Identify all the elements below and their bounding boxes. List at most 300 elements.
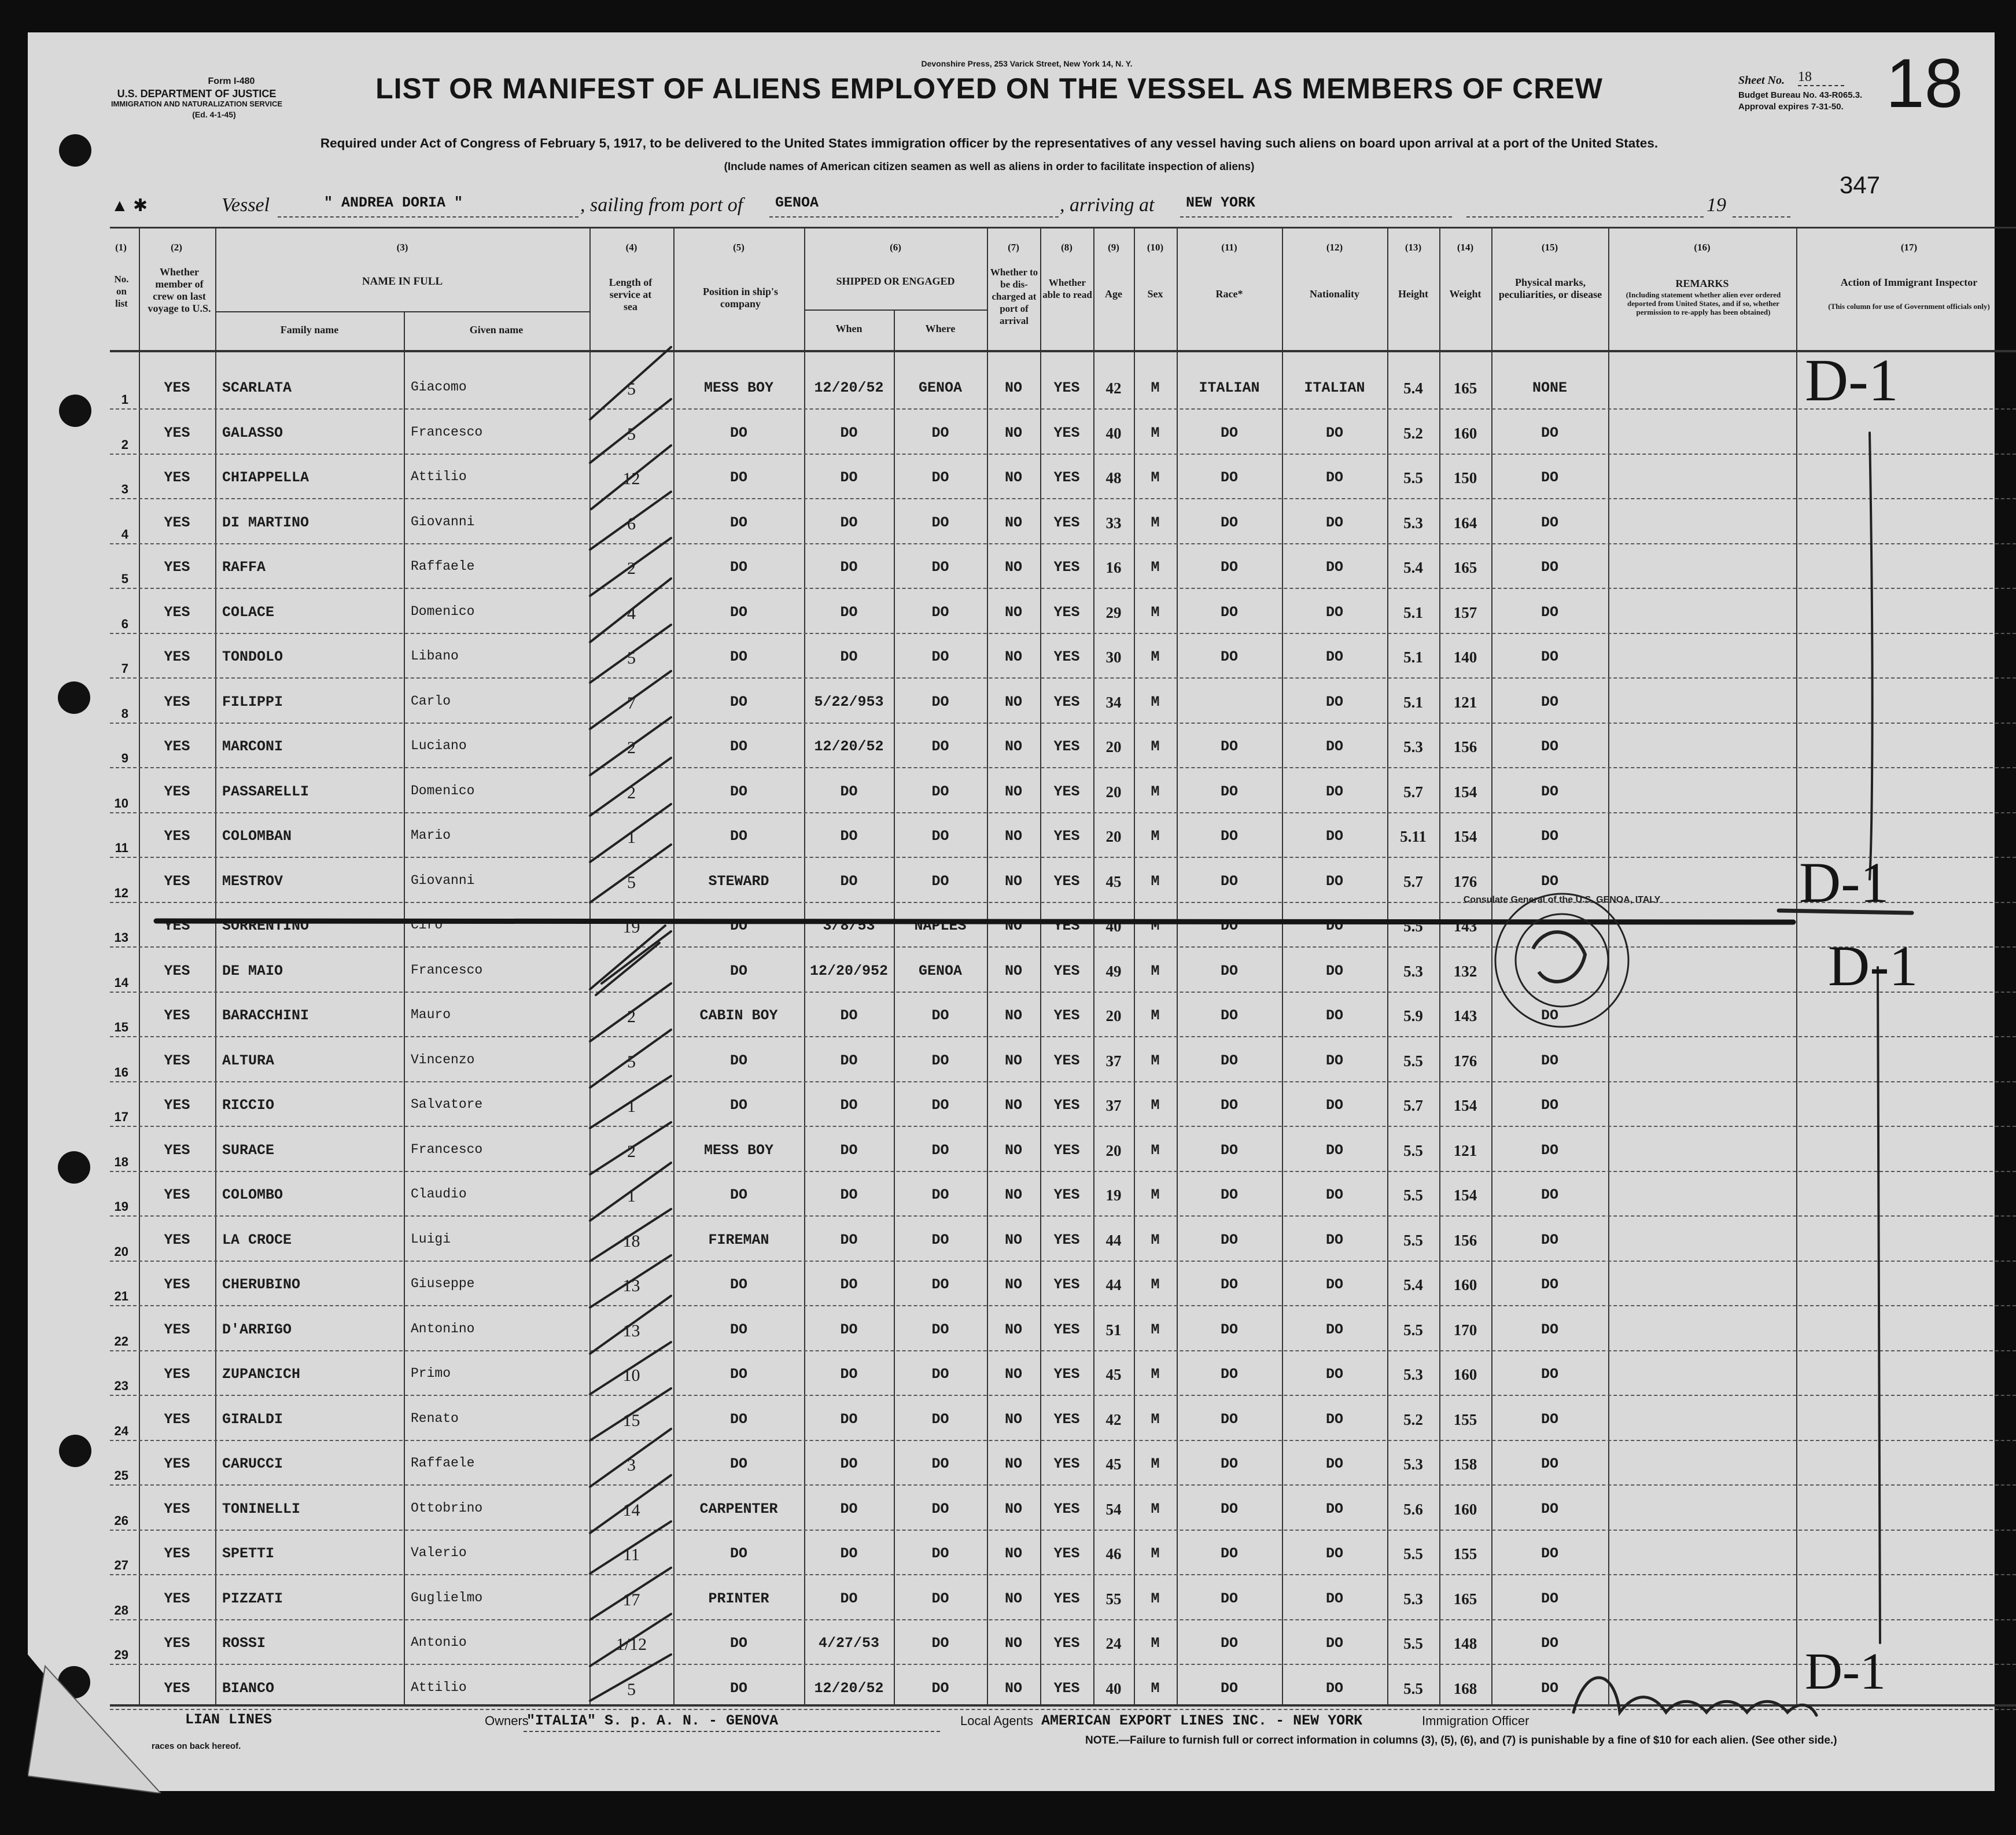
cell-sex: M xyxy=(1151,1052,1160,1069)
cell-discharged: NO xyxy=(1004,1321,1022,1338)
cell-position: DO xyxy=(729,425,747,441)
cell-where: DO xyxy=(931,1680,949,1697)
cell-race: DO xyxy=(1220,1232,1238,1248)
cell-nationality: DO xyxy=(1325,1366,1343,1383)
cell-service: 15 xyxy=(622,1411,640,1430)
cell-weight: 165 xyxy=(1453,379,1477,397)
cell-family: COLACE xyxy=(222,604,275,621)
year-label: 19 xyxy=(1707,194,1726,216)
cell-position: DO xyxy=(729,783,747,800)
col16-header: REMARKS xyxy=(1675,278,1729,289)
cell-where: DO xyxy=(931,1187,949,1203)
cell-age: 30 xyxy=(1105,648,1122,666)
cell-age: 20 xyxy=(1105,828,1122,845)
cell-service: 11 xyxy=(623,1545,640,1564)
row-number: 27 xyxy=(114,1558,128,1572)
owners: "ITALIA" S. p. A. N. - GENOVA xyxy=(526,1712,779,1729)
cell-family: CHERUBINO xyxy=(222,1276,301,1293)
cell-weight: 121 xyxy=(1453,694,1477,711)
cell-when: DO xyxy=(840,1456,858,1472)
cell-age: 33 xyxy=(1105,514,1122,532)
cell-family: MESTROV xyxy=(222,873,283,890)
col17-header: Action of Immigrant Inspector xyxy=(1840,277,1978,288)
row-number: 9 xyxy=(121,751,128,765)
cell-position: DO xyxy=(729,1545,747,1562)
cell-sex: M xyxy=(1151,1321,1160,1338)
cell-service: 2 xyxy=(627,738,636,757)
cell-family: PIZZATI xyxy=(222,1590,283,1607)
col17-number: (17) xyxy=(1900,242,1918,253)
cell-where: GENOA xyxy=(918,379,962,396)
cell-where: DO xyxy=(931,1276,949,1293)
cell-position: DO xyxy=(729,604,747,621)
given-name-header: Given name xyxy=(469,324,524,336)
cell-read: YES xyxy=(1053,1590,1080,1607)
row-number: 25 xyxy=(114,1468,128,1483)
cell-family: SPETTI xyxy=(222,1545,275,1562)
cell-age: 45 xyxy=(1105,1366,1122,1383)
cell-crew: YES xyxy=(164,1187,190,1203)
cell-family: ROSSI xyxy=(222,1635,266,1652)
cell-weight: 140 xyxy=(1453,648,1477,666)
cell-nationality: DO xyxy=(1325,1276,1343,1293)
cell-when: 4/27/53 xyxy=(818,1635,880,1652)
col7-header: Whether to be dis-charged at port of arrival xyxy=(990,267,1038,326)
cell-read: YES xyxy=(1053,559,1080,576)
cell-discharged: NO xyxy=(1004,1187,1022,1203)
cell-given: Raffaele xyxy=(411,559,475,574)
cell-read: YES xyxy=(1053,1456,1080,1472)
cell-crew: YES xyxy=(164,604,190,621)
cell-race: DO xyxy=(1220,1590,1238,1607)
cell-where: DO xyxy=(931,828,949,845)
cell-read: YES xyxy=(1053,873,1080,890)
cell-age: 44 xyxy=(1105,1276,1122,1294)
cell-where: DO xyxy=(931,1545,949,1562)
cell-sex: M xyxy=(1151,738,1160,755)
cell-sex: M xyxy=(1151,1635,1160,1652)
cell-position: DO xyxy=(729,514,747,531)
cell-weight: 132 xyxy=(1453,963,1477,980)
cell-height: 5.7 xyxy=(1403,873,1423,890)
action-mark-30: D-1 xyxy=(1805,1643,1886,1700)
cell-nationality: DO xyxy=(1325,425,1343,441)
cell-position: DO xyxy=(729,918,747,934)
cell-given: Mauro xyxy=(411,1007,451,1022)
cell-nationality: DO xyxy=(1325,469,1343,486)
cell-height: 5.4 xyxy=(1403,559,1423,576)
cell-height: 5.2 xyxy=(1403,1411,1423,1428)
cell-where: DO xyxy=(931,1590,949,1607)
cell-marks: DO xyxy=(1540,1232,1558,1248)
cell-when: 12/20/52 xyxy=(814,738,884,755)
cell-marks: DO xyxy=(1540,1501,1558,1517)
cell-service: 5 xyxy=(627,1680,636,1699)
cell-family: SURACE xyxy=(222,1142,275,1159)
cell-weight: 168 xyxy=(1453,1680,1477,1697)
cell-race: DO xyxy=(1220,514,1238,531)
cell-read: YES xyxy=(1053,1276,1080,1293)
cell-height: 5.1 xyxy=(1403,694,1423,711)
cell-family: SCARLATA xyxy=(222,379,292,396)
stamp-text: Consulate General of the U.S. GENOA, ITALY xyxy=(1463,895,1661,905)
cell-height: 5.3 xyxy=(1403,514,1423,532)
cell-nationality: DO xyxy=(1325,1545,1343,1562)
cell-read: YES xyxy=(1053,1545,1080,1562)
cell-given: Guglielmo xyxy=(411,1590,483,1605)
cell-height: 5.5 xyxy=(1403,1187,1423,1204)
cell-read: YES xyxy=(1053,828,1080,845)
cell-height: 5.1 xyxy=(1403,648,1423,666)
cell-when: DO xyxy=(840,1366,858,1383)
cell-crew: YES xyxy=(164,918,190,934)
officer-signature xyxy=(1573,1678,1816,1715)
cell-family: PASSARELLI xyxy=(222,783,309,800)
cell-weight: 176 xyxy=(1453,873,1477,890)
cell-where: DO xyxy=(931,1142,949,1159)
cell-service: 2 xyxy=(627,1007,636,1026)
cell-discharged: NO xyxy=(1004,648,1022,665)
col10-header: Sex xyxy=(1147,288,1163,300)
cell-crew: YES xyxy=(164,648,190,665)
cell-height: 5.1 xyxy=(1403,604,1423,621)
cell-where: DO xyxy=(931,1501,949,1517)
row-number: 28 xyxy=(114,1603,128,1617)
cell-height: 5.5 xyxy=(1403,1321,1423,1339)
cell-marks: DO xyxy=(1540,873,1558,890)
reference-number: 347 xyxy=(1840,171,1881,198)
cell-discharged: NO xyxy=(1004,559,1022,576)
cell-read: YES xyxy=(1053,379,1080,396)
continuation-line-2 xyxy=(1878,967,1881,1643)
cell-weight: 154 xyxy=(1453,828,1477,845)
cell-nationality: DO xyxy=(1325,1097,1343,1114)
cell-crew: YES xyxy=(164,873,190,890)
cell-given: Mario xyxy=(411,828,451,843)
col12-header: Nationality xyxy=(1309,288,1359,300)
row-number: 5 xyxy=(121,572,128,586)
cell-discharged: NO xyxy=(1004,425,1022,441)
owners-label: Owners xyxy=(485,1714,529,1728)
col15-header: Physical marks, peculiarities, or disease xyxy=(1498,277,1602,300)
cell-given: Giacomo xyxy=(411,379,467,395)
cell-discharged: NO xyxy=(1004,1052,1022,1069)
cell-race: ITALIAN xyxy=(1199,379,1260,396)
cell-age: 42 xyxy=(1105,379,1122,397)
cell-where: DO xyxy=(931,604,949,621)
cell-when: DO xyxy=(840,1007,858,1024)
cell-service: 1 xyxy=(627,828,636,847)
vessel-name: " ANDREA DORIA " xyxy=(324,194,463,211)
cell-when: DO xyxy=(840,559,858,576)
cell-crew: YES xyxy=(164,1456,190,1472)
cell-family: CHIAPPELLA xyxy=(222,469,309,486)
cell-when: 12/20/952 xyxy=(809,963,889,979)
cell-read: YES xyxy=(1053,1142,1080,1159)
cell-service: 12 xyxy=(622,469,640,488)
cell-age: 37 xyxy=(1105,1097,1122,1114)
col4-number: (4) xyxy=(625,242,637,253)
col3-number: (3) xyxy=(396,242,408,253)
cell-family: CARUCCI xyxy=(222,1456,283,1472)
cell-given: Ottobrino xyxy=(411,1501,483,1516)
cell-sex: M xyxy=(1151,1232,1160,1248)
cell-when: DO xyxy=(840,425,858,441)
col17-subheader: (This column for use of Government officials only) xyxy=(1828,302,1990,311)
cell-when: DO xyxy=(840,469,858,486)
cell-height: 5.2 xyxy=(1403,425,1423,442)
col3-header: NAME IN FULL xyxy=(362,275,443,288)
cell-race: DO xyxy=(1220,873,1238,890)
cell-height: 5.5 xyxy=(1403,1052,1423,1070)
cell-nationality: DO xyxy=(1325,514,1343,531)
row-number: 7 xyxy=(121,661,128,676)
cell-race: DO xyxy=(1220,1276,1238,1293)
col2-header: Whether member of crew on last voyage to U.S. xyxy=(148,266,211,314)
cell-race: DO xyxy=(1220,1097,1238,1114)
cell-crew: YES xyxy=(164,1635,190,1652)
cell-where: DO xyxy=(931,648,949,665)
cell-service: 5 xyxy=(627,1052,636,1071)
cell-discharged: NO xyxy=(1004,1590,1022,1607)
cell-service: 3 xyxy=(627,1456,636,1475)
cell-weight: 160 xyxy=(1453,1501,1477,1518)
cell-height: 5.5 xyxy=(1403,1680,1423,1697)
cell-when: DO xyxy=(840,1142,858,1159)
cell-when: DO xyxy=(840,1501,858,1517)
cell-given: Francesco xyxy=(411,425,483,440)
cell-where: DO xyxy=(931,1232,949,1248)
cell-sex: M xyxy=(1151,828,1160,845)
cell-age: 40 xyxy=(1105,1680,1122,1697)
col11-number: (11) xyxy=(1221,242,1237,253)
cell-where: DO xyxy=(931,694,949,710)
cell-family: DI MARTINO xyxy=(222,514,309,531)
cell-marks: DO xyxy=(1540,783,1558,800)
ink-marks: ▲ ✱ xyxy=(111,196,148,215)
sheet-number: 18 xyxy=(1798,69,1844,86)
cell-where: DO xyxy=(931,514,949,531)
cell-when: 3/8/53 xyxy=(823,918,875,934)
col8-number: (8) xyxy=(1061,242,1073,253)
cell-weight: 121 xyxy=(1453,1142,1477,1159)
cell-discharged: NO xyxy=(1004,469,1022,486)
cell-service: 4 xyxy=(627,604,636,623)
cell-height: 5.5 xyxy=(1403,469,1423,487)
cell-position: MESS BOY xyxy=(703,1142,774,1159)
cell-crew: YES xyxy=(164,379,190,396)
cell-marks: DO xyxy=(1540,1680,1558,1697)
cell-position: DO xyxy=(729,694,747,710)
cell-read: YES xyxy=(1053,963,1080,979)
cell-race: DO xyxy=(1220,1545,1238,1562)
cell-read: YES xyxy=(1053,1097,1080,1114)
cell-given: Domenico xyxy=(411,604,475,619)
cell-read: YES xyxy=(1053,918,1080,934)
col13-number: (13) xyxy=(1405,242,1422,253)
sailing-from-label: , sailing from port of xyxy=(580,194,743,216)
col5-header: Position in ship's company xyxy=(702,286,779,309)
approval-expiry: Approval expires 7-31-50. xyxy=(1738,102,1844,112)
cell-nationality: DO xyxy=(1325,1142,1343,1159)
service: IMMIGRATION AND NATURALIZATION SERVICE xyxy=(110,100,283,108)
cell-nationality: DO xyxy=(1325,1680,1343,1697)
cell-weight: 158 xyxy=(1453,1456,1477,1473)
budget-bureau: Budget Bureau No. 43-R065.3. xyxy=(1738,90,1863,100)
cell-crew: YES xyxy=(164,1680,190,1697)
col10-number: (10) xyxy=(1147,242,1164,253)
cell-read: YES xyxy=(1053,694,1080,710)
cell-nationality: DO xyxy=(1325,694,1343,710)
cell-position: DO xyxy=(729,1456,747,1472)
arriving-label: , arriving at xyxy=(1060,194,1155,216)
cell-crew: YES xyxy=(164,1052,190,1069)
row-number: 8 xyxy=(121,706,128,721)
cell-read: YES xyxy=(1053,648,1080,665)
cell-age: 55 xyxy=(1105,1590,1122,1608)
cell-given: Antonino xyxy=(411,1321,475,1336)
cell-height: 5.5 xyxy=(1403,1142,1423,1159)
cell-given: Giovanni xyxy=(411,873,475,888)
col4-header: Length of service at sea xyxy=(609,277,653,312)
action-mark-1: D-1 xyxy=(1805,347,1899,414)
cell-sex: M xyxy=(1151,1366,1160,1383)
cell-race: DO xyxy=(1220,648,1238,665)
cell-age: 40 xyxy=(1105,425,1122,442)
cell-marks: DO xyxy=(1540,1456,1558,1472)
row-number: 12 xyxy=(114,886,128,900)
cell-age: 37 xyxy=(1105,1052,1122,1070)
cell-nationality: DO xyxy=(1325,873,1343,890)
cell-service: 14 xyxy=(622,1501,640,1520)
cell-position: DO xyxy=(729,559,747,576)
cell-race: DO xyxy=(1220,918,1238,934)
cell-when: DO xyxy=(840,1590,858,1607)
cell-race: DO xyxy=(1220,1321,1238,1338)
cell-race: DO xyxy=(1220,963,1238,979)
cell-read: YES xyxy=(1053,1501,1080,1517)
row-number: 13 xyxy=(114,930,128,945)
cell-given: Luciano xyxy=(411,738,467,753)
cell-sex: M xyxy=(1151,559,1160,576)
cell-nationality: DO xyxy=(1325,1635,1343,1652)
cell-sex: M xyxy=(1151,648,1160,665)
cell-sex: M xyxy=(1151,469,1160,486)
cell-race: DO xyxy=(1220,1052,1238,1069)
page-title: LIST OR MANIFEST OF ALIENS EMPLOYED ON THE VESSEL AS MEMBERS OF CREW xyxy=(375,72,1603,105)
cell-marks: DO xyxy=(1540,1635,1558,1652)
cell-given: Salvatore xyxy=(411,1097,483,1112)
cell-height: 5.3 xyxy=(1403,1366,1423,1383)
cell-when: DO xyxy=(840,1545,858,1562)
col8-header: Whether able to read xyxy=(1042,277,1092,300)
cell-nationality: DO xyxy=(1325,604,1343,621)
cell-discharged: NO xyxy=(1004,1007,1022,1024)
cell-race: DO xyxy=(1220,1007,1238,1024)
cell-read: YES xyxy=(1053,783,1080,800)
cell-marks: DO xyxy=(1540,1366,1558,1383)
cell-marks: NONE xyxy=(1532,379,1567,396)
row-number: 23 xyxy=(114,1379,128,1393)
cell-when: DO xyxy=(840,828,858,845)
cell-race: DO xyxy=(1220,828,1238,845)
cell-given: Giovanni xyxy=(411,514,475,529)
cell-position: DO xyxy=(729,1097,747,1114)
form-number: Form I-480 xyxy=(208,76,255,86)
cell-weight: 160 xyxy=(1453,1366,1477,1383)
cell-read: YES xyxy=(1053,1321,1080,1338)
cell-position: DO xyxy=(729,963,747,979)
cell-service: 5 xyxy=(627,648,636,668)
cell-crew: YES xyxy=(164,1232,190,1248)
cell-nationality: DO xyxy=(1325,738,1343,755)
cell-given: Valerio xyxy=(411,1545,467,1560)
cell-race: DO xyxy=(1220,1680,1238,1697)
cell-service: 19 xyxy=(622,918,640,937)
cell-marks: DO xyxy=(1540,559,1558,576)
cell-weight: 154 xyxy=(1453,1187,1477,1204)
cell-weight: 154 xyxy=(1453,783,1477,801)
cell-weight: 150 xyxy=(1453,469,1477,487)
cell-service: 5 xyxy=(627,379,636,399)
cell-discharged: NO xyxy=(1004,738,1022,755)
printer-imprint: Devonshire Press, 253 Varick Street, New York 14, N. Y. xyxy=(921,59,1133,68)
cell-read: YES xyxy=(1053,604,1080,621)
cell-weight: 157 xyxy=(1453,604,1477,621)
cell-weight: 170 xyxy=(1453,1321,1477,1339)
row-number: 19 xyxy=(114,1199,128,1214)
cell-crew: YES xyxy=(164,1097,190,1114)
cell-nationality: DO xyxy=(1325,1321,1343,1338)
cell-read: YES xyxy=(1053,1187,1080,1203)
cell-read: YES xyxy=(1053,469,1080,486)
cell-discharged: NO xyxy=(1004,514,1022,531)
cell-crew: YES xyxy=(164,1276,190,1293)
when-header: When xyxy=(835,323,863,334)
cell-discharged: NO xyxy=(1004,873,1022,890)
cell-where: DO xyxy=(931,873,949,890)
cell-discharged: NO xyxy=(1004,783,1022,800)
cell-height: 5.6 xyxy=(1403,1501,1423,1518)
cell-marks: DO xyxy=(1540,738,1558,755)
cell-where: DO xyxy=(931,1456,949,1472)
cell-age: 44 xyxy=(1105,1232,1122,1249)
cell-crew: YES xyxy=(164,1501,190,1517)
cell-sex: M xyxy=(1151,1501,1160,1517)
cell-position: PRINTER xyxy=(708,1590,769,1607)
cell-read: YES xyxy=(1053,1232,1080,1248)
cell-crew: YES xyxy=(164,469,190,486)
cell-crew: YES xyxy=(164,1545,190,1562)
cell-race: DO xyxy=(1220,1635,1238,1652)
cell-marks: DO xyxy=(1540,1321,1558,1338)
cell-discharged: NO xyxy=(1004,694,1022,710)
departure-port: GENOA xyxy=(775,194,819,211)
cell-given: Primo xyxy=(411,1366,451,1381)
cell-weight: 148 xyxy=(1453,1635,1477,1652)
cell-given: Francesco xyxy=(411,963,483,978)
cell-height: 5.3 xyxy=(1403,738,1423,756)
cell-when: 5/22/953 xyxy=(814,694,884,710)
cell-family: GALASSO xyxy=(222,425,283,441)
cell-when: DO xyxy=(840,1052,858,1069)
cell-race: DO xyxy=(1220,1366,1238,1383)
cell-age: 29 xyxy=(1105,604,1122,621)
cell-crew: YES xyxy=(164,1590,190,1607)
cell-position: DO xyxy=(729,828,747,845)
col6-number: (6) xyxy=(890,242,901,253)
cell-position: DO xyxy=(729,1366,747,1383)
